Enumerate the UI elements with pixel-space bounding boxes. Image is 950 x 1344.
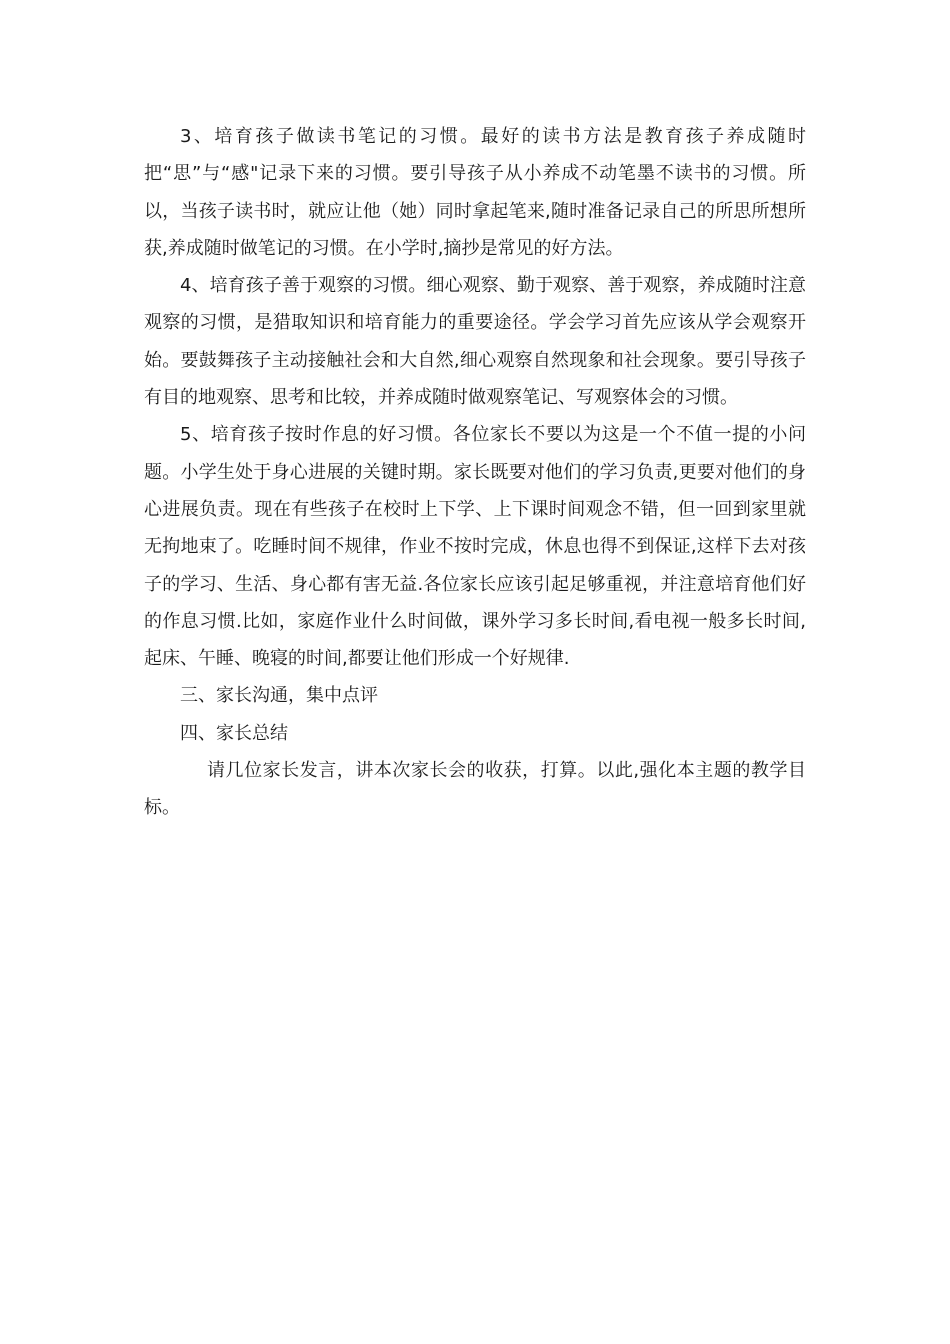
- paragraph-habit-4: 4、培育孩子善于观察的习惯。细心观察、勤于观察、善于观察，养成随时注意观察的习惯，是猎取知识和培育能力的重要途径。学会学习首先应该从学会观察开始。要鼓舞孩子主动接触社会和大自然,细心观察自然现象和社会现象。要引导孩子有目的地观察、思考和比较，并养成随时做观察笔记、写观察体会的习惯。: [144, 275, 806, 409]
- section-heading-4: 四、家长总结: [180, 722, 288, 744]
- paragraph-habit-3: 3、培育孩子做读书笔记的习惯。最好的读书方法是教育孩子养成随时把“思”与“感"记录下来的习惯。要引导孩子从小养成不动笔墨不读书的习惯。所以，当孩子读书时，就应让他（她）同时拿起笔来,随时准备记录自己的所思所想所获,养成随时做笔记的习惯。在小学时,摘抄是常见的好方法。: [144, 126, 806, 259]
- section-heading-3: 三、家长沟通，集中点评: [180, 685, 378, 707]
- closing-paragraph: 请几位家长发言，讲本次家长会的收获，打算。以此,强化本主题的教学目标。: [144, 760, 806, 819]
- paragraph-habit-5: 5、培育孩子按时作息的好习惯。各位家长不要以为这是一个不值一提的小问题。小学生处于身心进展的关键时期。家长既要对他们的学习负责,更要对他们的身心进展负责。现在有些孩子在校时上下学、上下课时间观念不错，但一回到家里就无拘地束了。吃睡时间不规律，作业不按时完成，休息也得不到保证,这样下去对孩子的学习、生活、身心都有害无益.各位家长应该引起足够重视，并注意培育他们好的作息习惯.比如，家庭作业什么时间做，课外学习多长时间,看电视一般多长时间,起床、午睡、晚寝的时间,都要让他们形成一个好规律.: [144, 424, 806, 670]
- document-page: [144, 118, 806, 827]
